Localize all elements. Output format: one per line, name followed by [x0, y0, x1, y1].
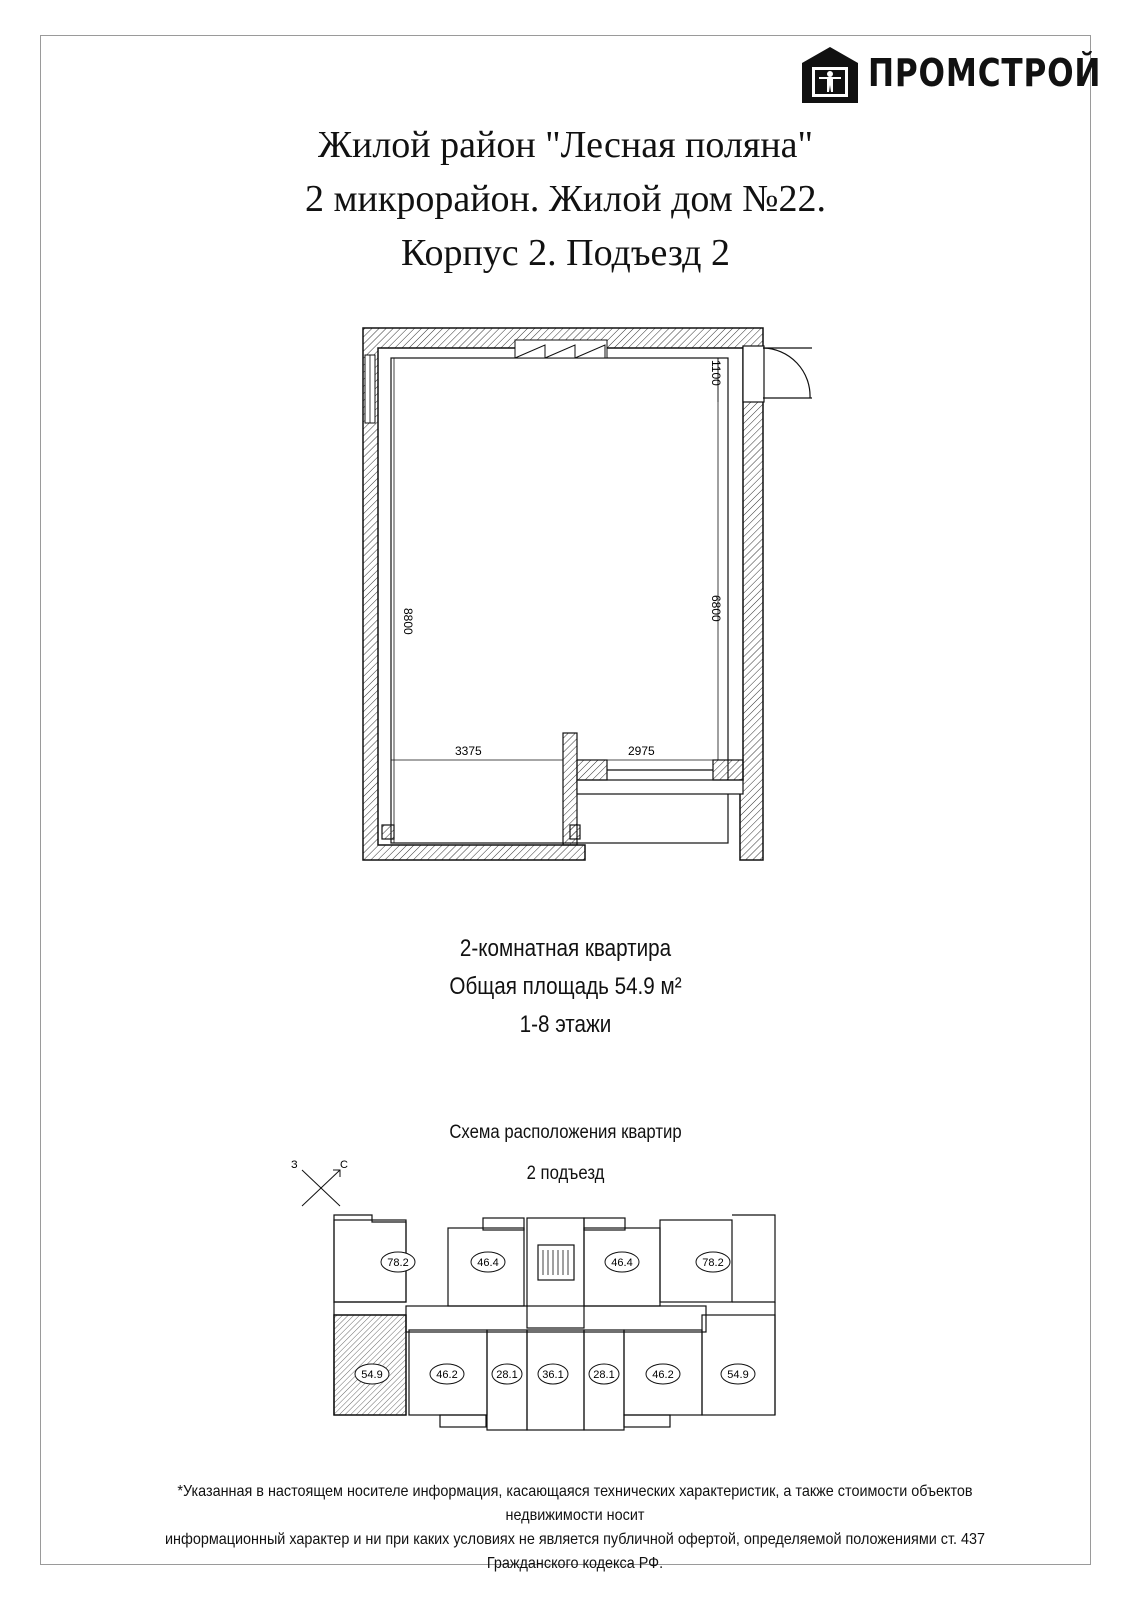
- apt-label-top-2: 46.4: [477, 1257, 499, 1269]
- disclaimer-line-1: *Указанная в настоящем носителе информация, касающаяся технических характеристик, а также стоимости объектов недвижимости носит: [177, 1483, 973, 1524]
- apt-label-bottom-4: 36.1: [542, 1369, 564, 1381]
- dim-bottom-left: 3375: [455, 744, 482, 758]
- brand-name: ПРОМСТРОЙ: [868, 51, 1102, 95]
- disclaimer: [130, 1480, 1021, 1576]
- dim-left-height: 8800: [401, 608, 415, 635]
- apartment-type: 2-комнатная квартира: [459, 935, 672, 962]
- compass-icon: [302, 1170, 340, 1206]
- apt-label-bottom-6: 46.2: [652, 1369, 674, 1381]
- stairwell: [543, 1250, 568, 1275]
- dim-top-right: 1100: [709, 360, 723, 386]
- apt-label-top-4: 78.2: [702, 1257, 724, 1269]
- top-row-labels: [381, 1252, 730, 1272]
- apt-label-top-1: 78.2: [387, 1257, 409, 1269]
- apt-label-bottom-7: 54.9: [727, 1369, 749, 1381]
- title-line-3: Корпус 2. Подъезд 2: [401, 232, 730, 274]
- apt-label-bottom-3: 28.1: [496, 1369, 518, 1381]
- apartment-area: Общая площадь 54.9 м²: [449, 973, 682, 1000]
- scheme-title: Схема расположения квартир: [449, 1122, 682, 1143]
- apt-label-bottom-2: 46.2: [436, 1369, 458, 1381]
- dim-bottom-right: 2975: [628, 744, 655, 758]
- dim-right-height: 6800: [709, 595, 723, 622]
- apartment-floors: 1-8 этажи: [519, 1011, 612, 1038]
- title-line-1: Жилой район "Лесная поляна": [317, 124, 814, 166]
- compass-west: З: [291, 1159, 298, 1171]
- title-line-2: 2 микрорайон. Жилой дом №22.: [305, 178, 826, 220]
- bottom-row-labels: [355, 1364, 755, 1384]
- apt-label-bottom-5: 28.1: [593, 1369, 615, 1381]
- disclaimer-line-2: информационный характер и ни при каких условиях не является публичной офертой, определяемой положениями ст. 437 Гражданского кодекса РФ.: [164, 1531, 986, 1572]
- apt-label-top-3: 46.4: [611, 1257, 633, 1269]
- apt-label-bottom-1: 54.9: [361, 1369, 383, 1381]
- compass-north: С: [340, 1159, 348, 1171]
- scheme-entrance: 2 подъезд: [526, 1163, 605, 1184]
